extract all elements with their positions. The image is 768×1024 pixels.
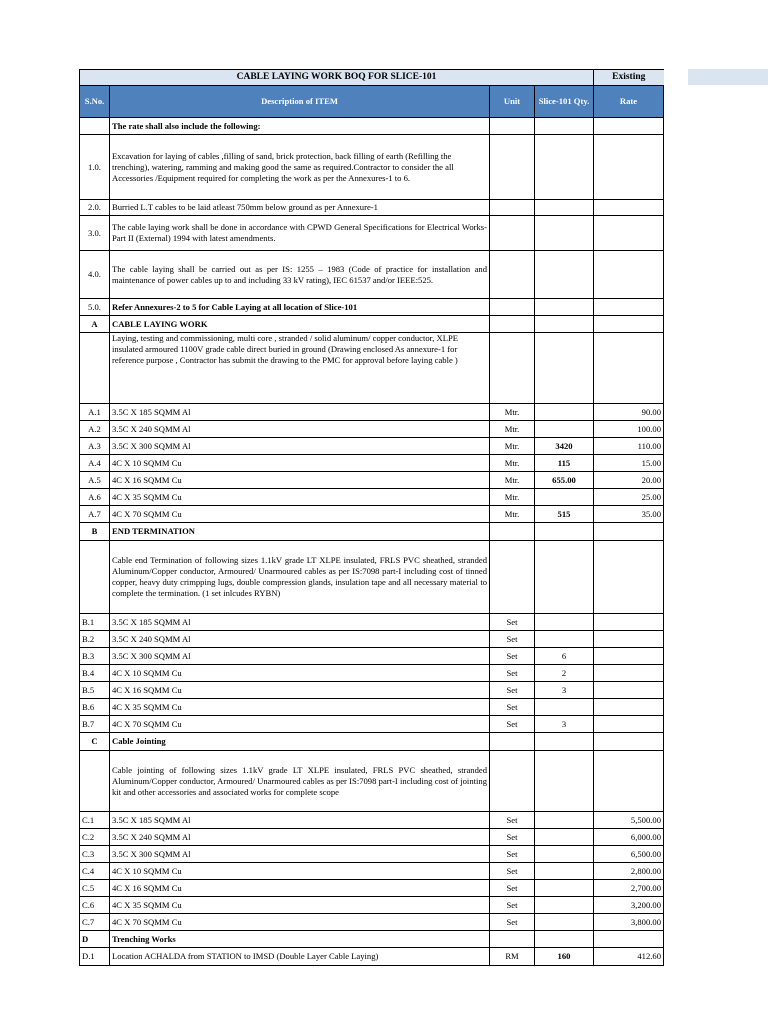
- table-row: [80, 846, 664, 863]
- cell-qty: [535, 897, 594, 914]
- cell-rate: 110.00: [594, 438, 664, 455]
- table-row: [80, 829, 664, 846]
- cell-sno: [80, 333, 110, 404]
- cell-unit: Set: [490, 682, 535, 699]
- cell-unit: [490, 216, 535, 251]
- cell-unit: [490, 541, 535, 614]
- cell-sno: D: [80, 931, 110, 948]
- table-row: [80, 682, 664, 699]
- cell-qty: [535, 914, 594, 931]
- cell-qty: [535, 631, 594, 648]
- cell-unit: [490, 931, 535, 948]
- table-row: [80, 404, 664, 421]
- header-description: Description of ITEM: [110, 86, 490, 118]
- cell-sno: [80, 118, 110, 135]
- cell-qty: 515: [535, 506, 594, 523]
- cell-qty: [535, 251, 594, 299]
- cell-description: Burried L.T cables to be laid atleast 750mm below ground as per Annexure-1: [110, 200, 490, 216]
- table-row: [80, 135, 664, 200]
- table-row: [80, 200, 664, 216]
- table-row: [80, 812, 664, 829]
- cell-rate: [594, 716, 664, 733]
- cell-description: 3.5C X 300 SQMM Al: [110, 438, 490, 455]
- cell-sno: 1.0.: [80, 135, 110, 200]
- cell-unit: [490, 333, 535, 404]
- table-row: [80, 472, 664, 489]
- cell-sno: B.4: [80, 665, 110, 682]
- cell-sno: B.3: [80, 648, 110, 665]
- cell-unit: Mtr.: [490, 421, 535, 438]
- cell-unit: Set: [490, 829, 535, 846]
- cell-unit: [490, 200, 535, 216]
- cell-description: Laying, testing and commissioning, multi core , stranded / solid aluminum/ copper conductor, XLPE insulated armoured 1100V grade cable direct buried in ground (Drawing enclosed As annexure-1 for reference purpose , Contractor has submit the drawing to the PMC for approval before laying cable ): [110, 333, 490, 404]
- cell-sno: A: [80, 316, 110, 333]
- cell-unit: [490, 316, 535, 333]
- cell-qty: 115: [535, 455, 594, 472]
- table-row: [80, 716, 664, 733]
- cell-unit: Set: [490, 631, 535, 648]
- cell-description: Cable end Termination of following sizes 1.1kV grade LT XLPE insulated, FRLS PVC sheathed, stranded Aluminum/Copper conductor, Armoured/ Unarmoured cables as per IS:7098 part-I including cost of tinned copper, heavy duty crimpping lugs, double compression glands, insulation tape and all necessary material to complete the termination. (1 set inlcudes RYBN): [110, 541, 490, 614]
- cell-sno: C.2: [80, 829, 110, 846]
- header-unit: Unit: [490, 86, 535, 118]
- cell-sno: A.2: [80, 421, 110, 438]
- header-qty: Slice-101 Qty.: [535, 86, 594, 118]
- cell-rate: [594, 665, 664, 682]
- table-row: [80, 216, 664, 251]
- cell-unit: Mtr.: [490, 438, 535, 455]
- cell-qty: [535, 699, 594, 716]
- cell-description: 4C X 70 SQMM Cu: [110, 914, 490, 931]
- cell-sno: A.4: [80, 455, 110, 472]
- cell-qty: [535, 863, 594, 880]
- cell-sno: C.4: [80, 863, 110, 880]
- cell-sno: C.1: [80, 812, 110, 829]
- cell-description: The cable laying shall be carried out as per IS: 1255 – 1983 (Code of practice for installation and maintenance of power cables up to and including 33 kV rating), IEC 61537 and/or IEEE:525.: [110, 251, 490, 299]
- table-row: [80, 506, 664, 523]
- cell-qty: [535, 333, 594, 404]
- table-row: [80, 948, 664, 966]
- cell-unit: Set: [490, 665, 535, 682]
- cell-description: Cable Jointing: [110, 733, 490, 751]
- cell-sno: A.5: [80, 472, 110, 489]
- cell-description: 3.5C X 300 SQMM Al: [110, 648, 490, 665]
- cell-sno: B.6: [80, 699, 110, 716]
- table-row: [80, 333, 664, 404]
- header-row: [80, 86, 664, 118]
- cell-rate: [594, 299, 664, 316]
- table-row: [80, 541, 664, 614]
- cell-sno: C.7: [80, 914, 110, 931]
- cell-qty: 2: [535, 665, 594, 682]
- cell-qty: 160: [535, 948, 594, 966]
- cell-sno: 4.0.: [80, 251, 110, 299]
- cell-sno: C.6: [80, 897, 110, 914]
- cell-unit: Set: [490, 614, 535, 631]
- cell-unit: Set: [490, 699, 535, 716]
- cell-description: 4C X 16 SQMM Cu: [110, 472, 490, 489]
- cell-unit: Set: [490, 716, 535, 733]
- cell-description: 4C X 10 SQMM Cu: [110, 455, 490, 472]
- existing-label: Existing: [594, 70, 664, 86]
- cell-rate: [594, 733, 664, 751]
- cell-description: END TERMINATION: [110, 523, 490, 541]
- cell-sno: A.7: [80, 506, 110, 523]
- cell-sno: B.1: [80, 614, 110, 631]
- header-sno: S.No.: [80, 86, 110, 118]
- cell-unit: [490, 135, 535, 200]
- cell-rate: 20.00: [594, 472, 664, 489]
- cell-rate: [594, 931, 664, 948]
- cell-qty: [535, 316, 594, 333]
- cell-sno: B: [80, 523, 110, 541]
- cell-description: The rate shall also include the following:: [110, 118, 490, 135]
- cell-description: Excavation for laying of cables ,filling of sand, brick protection, back filling of earth (Refilling the trenching), watering, ramming and making good the same as required.Contractor to consider the all Accessories /Equipment required for completing the work as per the Annexures-1 to 6.: [110, 135, 490, 200]
- cell-unit: Set: [490, 812, 535, 829]
- cell-qty: 3420: [535, 438, 594, 455]
- cell-qty: 3: [535, 682, 594, 699]
- cell-qty: [535, 489, 594, 506]
- cell-unit: Set: [490, 914, 535, 931]
- cell-sno: C: [80, 733, 110, 751]
- cell-qty: [535, 523, 594, 541]
- cell-rate: 25.00: [594, 489, 664, 506]
- cell-description: CABLE LAYING WORK: [110, 316, 490, 333]
- cell-description: 3.5C X 240 SQMM Al: [110, 631, 490, 648]
- table-row: [80, 631, 664, 648]
- cell-unit: Mtr.: [490, 455, 535, 472]
- table-row: [80, 523, 664, 541]
- cell-description: 4C X 35 SQMM Cu: [110, 489, 490, 506]
- table-row: [80, 931, 664, 948]
- cell-sno: B.5: [80, 682, 110, 699]
- table-row: [80, 316, 664, 333]
- cell-qty: [535, 216, 594, 251]
- sheet-title: CABLE LAYING WORK BOQ FOR SLICE-101: [80, 70, 594, 86]
- cell-rate: [594, 631, 664, 648]
- cell-description: 4C X 10 SQMM Cu: [110, 665, 490, 682]
- cell-sno: A.6: [80, 489, 110, 506]
- cell-unit: Set: [490, 648, 535, 665]
- cell-rate: 2,700.00: [594, 880, 664, 897]
- cell-qty: [535, 118, 594, 135]
- cell-unit: Set: [490, 863, 535, 880]
- cell-unit: [490, 118, 535, 135]
- cell-sno: 5.0.: [80, 299, 110, 316]
- table-row: [80, 421, 664, 438]
- cell-description: Refer Annexures-2 to 5 for Cable Laying at all location of Slice-101: [110, 299, 490, 316]
- table-row: [80, 118, 664, 135]
- cell-sno: 2.0.: [80, 200, 110, 216]
- table-row: [80, 733, 664, 751]
- cell-unit: [490, 523, 535, 541]
- cell-unit: [490, 733, 535, 751]
- cell-rate: [594, 216, 664, 251]
- cell-unit: Set: [490, 880, 535, 897]
- cell-rate: 2,800.00: [594, 863, 664, 880]
- cell-sno: B.2: [80, 631, 110, 648]
- cell-description: 3.5C X 185 SQMM Al: [110, 614, 490, 631]
- cell-sno: D.1: [80, 948, 110, 966]
- cell-qty: [535, 541, 594, 614]
- cell-unit: Mtr.: [490, 472, 535, 489]
- cell-unit: Mtr.: [490, 506, 535, 523]
- cell-rate: 5,500.00: [594, 812, 664, 829]
- cell-sno: A.3: [80, 438, 110, 455]
- cell-rate: [594, 751, 664, 812]
- cell-sno: [80, 751, 110, 812]
- table-row: [80, 863, 664, 880]
- cell-description: 3.5C X 240 SQMM Al: [110, 421, 490, 438]
- cell-unit: Mtr.: [490, 404, 535, 421]
- cell-rate: 6,500.00: [594, 846, 664, 863]
- cell-rate: [594, 648, 664, 665]
- cell-sno: C.5: [80, 880, 110, 897]
- cell-rate: [594, 541, 664, 614]
- cell-unit: Mtr.: [490, 489, 535, 506]
- cell-rate: 3,800.00: [594, 914, 664, 931]
- cell-qty: [535, 404, 594, 421]
- cell-rate: [594, 316, 664, 333]
- cell-rate: [594, 251, 664, 299]
- cell-rate: [594, 118, 664, 135]
- table-row: [80, 251, 664, 299]
- table-row: [80, 914, 664, 931]
- cell-description: Trenching Works: [110, 931, 490, 948]
- cell-rate: 6,000.00: [594, 829, 664, 846]
- cell-qty: [535, 812, 594, 829]
- cell-qty: [535, 200, 594, 216]
- table-row: [80, 455, 664, 472]
- table-row: [80, 438, 664, 455]
- cell-qty: [535, 931, 594, 948]
- cell-unit: Set: [490, 897, 535, 914]
- cell-rate: 3,200.00: [594, 897, 664, 914]
- cell-unit: [490, 251, 535, 299]
- table-row: [80, 699, 664, 716]
- cell-description: 4C X 35 SQMM Cu: [110, 897, 490, 914]
- cell-qty: [535, 614, 594, 631]
- cell-qty: [535, 733, 594, 751]
- cell-qty: [535, 829, 594, 846]
- cell-unit: [490, 299, 535, 316]
- cell-description: Location ACHALDA from STATION to IMSD (Double Layer Cable Laying): [110, 948, 490, 966]
- header-rate: Rate: [594, 86, 664, 118]
- table-row: [80, 665, 664, 682]
- cell-rate: [594, 699, 664, 716]
- table-row: [80, 614, 664, 631]
- cell-description: 3.5C X 185 SQMM Al: [110, 812, 490, 829]
- cell-rate: 412.60: [594, 948, 664, 966]
- table-row: [80, 751, 664, 812]
- cell-qty: 655.00: [535, 472, 594, 489]
- cell-description: 4C X 16 SQMM Cu: [110, 682, 490, 699]
- cell-sno: 3.0.: [80, 216, 110, 251]
- cell-rate: 90.00: [594, 404, 664, 421]
- cell-description: 4C X 70 SQMM Cu: [110, 506, 490, 523]
- cell-description: 3.5C X 300 SQMM Al: [110, 846, 490, 863]
- cell-rate: 15.00: [594, 455, 664, 472]
- cell-rate: [594, 333, 664, 404]
- cell-rate: [594, 135, 664, 200]
- cell-description: 4C X 35 SQMM Cu: [110, 699, 490, 716]
- cell-description: 4C X 10 SQMM Cu: [110, 863, 490, 880]
- table-row: [80, 880, 664, 897]
- cell-qty: [535, 880, 594, 897]
- cell-rate: 35.00: [594, 506, 664, 523]
- cell-rate: 100.00: [594, 421, 664, 438]
- cell-qty: [535, 751, 594, 812]
- cell-description: 3.5C X 185 SQMM Al: [110, 404, 490, 421]
- cell-sno: C.3: [80, 846, 110, 863]
- cell-qty: [535, 135, 594, 200]
- cell-qty: [535, 299, 594, 316]
- cell-rate: [594, 614, 664, 631]
- cell-sno: [80, 541, 110, 614]
- cell-description: The cable laying work shall be done in accordance with CPWD General Specifications for Electrical Works- Part II (External) 1994 with latest amendments.: [110, 216, 490, 251]
- cell-rate: [594, 523, 664, 541]
- table-row: [80, 648, 664, 665]
- cell-description: 3.5C X 240 SQMM Al: [110, 829, 490, 846]
- cell-description: 4C X 16 SQMM Cu: [110, 880, 490, 897]
- cell-unit: RM: [490, 948, 535, 966]
- cell-sno: A.1: [80, 404, 110, 421]
- cell-description: Cable jointing of following sizes 1.1kV grade LT XLPE insulated, FRLS PVC sheathed, stranded Aluminum/Copper conductor, Armoured/ Unarmoured cables as per IS:7098 part-I including cost of jointing kit and other accessories and associated works for complete scope: [110, 751, 490, 812]
- cell-rate: [594, 682, 664, 699]
- cell-unit: Set: [490, 846, 535, 863]
- cell-qty: 3: [535, 716, 594, 733]
- cell-rate: [594, 200, 664, 216]
- title-row: [80, 70, 664, 86]
- cell-qty: 6: [535, 648, 594, 665]
- cell-sno: B.7: [80, 716, 110, 733]
- cell-qty: [535, 846, 594, 863]
- table-row: [80, 489, 664, 506]
- cell-description: 4C X 70 SQMM Cu: [110, 716, 490, 733]
- cell-qty: [535, 421, 594, 438]
- table-row: [80, 299, 664, 316]
- table-row: [80, 897, 664, 914]
- cell-unit: [490, 751, 535, 812]
- boq-table: [79, 69, 664, 966]
- existing-header-extension: [688, 69, 768, 85]
